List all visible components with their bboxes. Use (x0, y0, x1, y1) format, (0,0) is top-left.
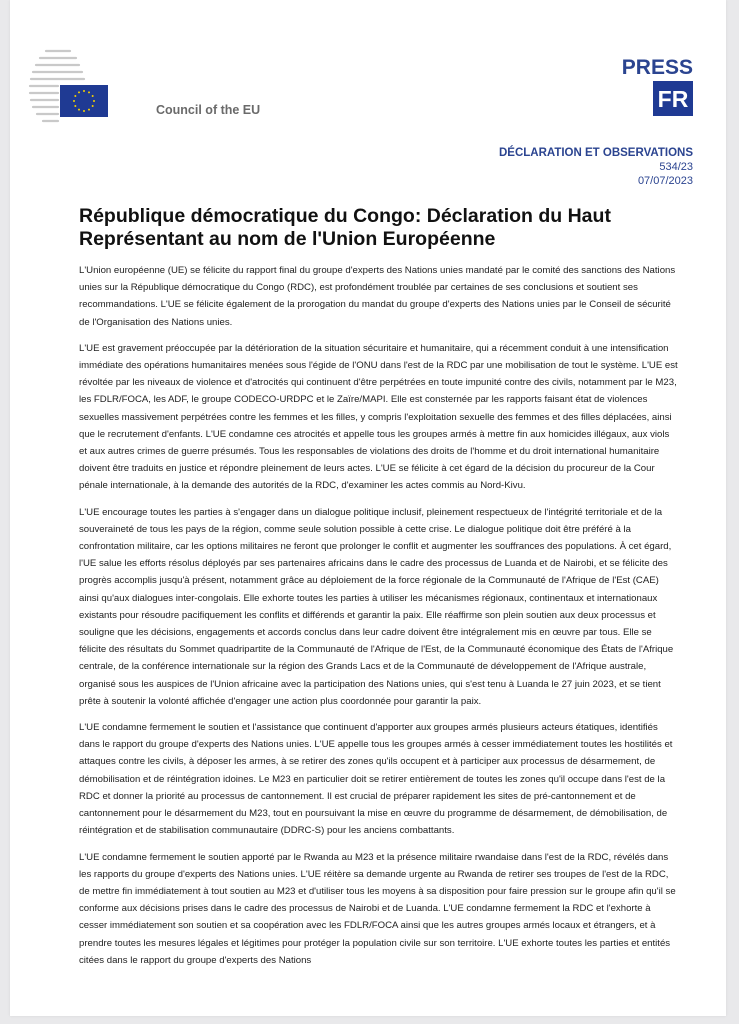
paragraph: L'UE encourage toutes les parties à s'engager dans un dialogue politique inclusif, pleinement respectueux de l'intégrité territoriale et de la souveraineté de tous les pays de la région, comme seule solution possible à cette crise. Le dialogue politique doit être préféré à la confrontation militaire, car les options militaires ne feront que prolonger le conflit et augmenter les souffrances des populations. À cet égard, l'UE salue les efforts résolus déployés par ses partenaires africains dans le cadre des processus de Luanda et de Nairobi, et se félicite des progrès accomplis jusqu'à présent, notamment grâce au déploiement de la force régionale de la Communauté de l'Afrique de l'Est (CAE) ainsi qu'aux dialogues inter-congolais. Elle exhorte toutes les parties à utiliser les mécanismes régionaux, continentaux et internationaux existants pour résoudre pacifiquement les conflits et différends et garantir la paix. Elle réaffirme son plein soutien aux deux processus et souligne que les décisions, engagements et accords conclus dans leur cadre doivent être intégralement mis en œuvre par tous. Elle se félicite des résultats du Sommet quadripartite de la Communauté de l'Afrique de l'Est, de la Communauté économique des États de l'Afrique centrale, de la conférence internationale sur la région des Grands Lacs et de la Communauté de développement de l'Afrique australe, organisé sous les auspices de l'Union africaine avec la participation des Nations unies, qui s'est tenu à Luanda le 27 juin 2023, et se tient prête à soutenir la volonté affichée d'engager une action plus coordonnée pour garantir la paix. (79, 506, 674, 707)
eu-star-icon (74, 105, 76, 107)
reference-number: 534/23 (659, 161, 693, 173)
eu-star-icon (83, 90, 85, 92)
document-meta (499, 146, 693, 188)
press-label: PRESS (621, 56, 693, 79)
council-logo (24, 47, 144, 127)
eu-star-icon (93, 100, 95, 102)
eu-star-icon (92, 105, 94, 107)
eu-star-icon (88, 109, 90, 111)
eu-star-icon (88, 91, 90, 93)
eu-star-icon (78, 109, 80, 111)
org-name: Council of the EU (156, 103, 261, 117)
document-date: 07/07/2023 (637, 175, 693, 187)
eu-star-icon (92, 95, 94, 97)
document-category: DÉCLARATION ET OBSERVATIONS (498, 147, 693, 159)
paragraph: L'UE condamne fermement le soutien et l'assistance que continuent d'apporter aux groupes armés plusieurs acteurs étatiques, identifiés dans le rapport du groupe d'experts des Nations unies. L'UE appelle tous les groupes armés à cesser immédiatement toutes les hostilités et attaques contre les civils, à déposer les armes, à se retirer des zones qu'ils occupent et à participer aux processus de désarmement, de démobilisation et de réintégration idoines. Le M23 en particulier doit se retirer entièrement de toutes les zones qu'il occupe dans l'est de la RDC et donner la priorité au processus de cantonnement. Il est crucial de préparer rapidement les sites de pré-cantonnement et de cantonnement pour le désarmement du M23, tout en poursuivant la mise en œuvre du programme de désarmement, de démobilisation, de réintégration et de stabilisation communautaire (DDRC-S) pour les anciens combattants. (79, 722, 673, 837)
eu-star-icon (74, 95, 76, 97)
document-page (10, 0, 726, 1016)
paragraph: L'UE condamne fermement le soutien apporté par le Rwanda au M23 et la présence militaire rwandaise dans l'est de la RDC, révélés dans les rapports du groupe d'experts des Nations unies. L'UE réitère sa demande urgente au Rwanda de retirer ses troupes de l'est de la RDC, de mettre fin immédiatement à tout soutien au M23 et d'utiliser tous les moyens à sa disposition pour faire pression sur le groupe afin qu'il se conforme aux décisions prises dans le cadre des processus de Nairobi et de Luanda. L'UE condamne fermement la RDC et l'exhorte à cesser immédiatement son soutien et sa coopération avec les FDLR/FOCA ainsi que les autres groupes armés locaux et étrangers, et à prendre toutes les mesures légales et légitimes pour protéger la population civile sur son territoire. L'UE exhorte toutes les parties et entités citées dans le rapport du groupe d'experts des Nations (79, 851, 676, 966)
document-body (79, 262, 679, 978)
eu-star-icon (73, 100, 75, 102)
paragraph: L'Union européenne (UE) se félicite du rapport final du groupe d'experts des Nations unies mandaté par le comité des sanctions des Nations unies sur la République démocratique du Congo (RDC), est profondément troublée par certaines de ses conclusions et soutient ses recommandations. L'UE se félicite également de la prorogation du mandat du groupe d'experts des Nations unies par le Conseil de sécurité de l'Organisation des Nations unies. (79, 265, 676, 328)
paragraph: L'UE est gravement préoccupée par la détérioration de la situation sécuritaire et humanitaire, qui a récemment conduit à une intensification immédiate des opérations humanitaires menées sous l'égide de l'ONU dans l'est de la RDC par une mobilisation de tout le système. L'UE est révoltée par les niveaux de violence et d'atrocités qui continuent d'être perpétrées en toute impunité contre des civils, notamment par le M23, les FDLR/FOCA, les ADF, le groupe CODECO-URDPC et le Zaïre/MAPI. Elle est consternée par les rapports faisant état de violences sexuelles massivement perpétrées contre les femmes et les filles, y compris l'exploitation sexuelle des femmes et des filles déplacées, ainsi que le recrutement d'enfants. L'UE condamne ces atrocités et appelle tous les groupes armés à mettre fin aux homicides illégaux, aux viols et aux autres crimes de guerre présumés. Tous les responsables de violations des droits de l'homme et du droit international humanitaire doivent être traduits en justice et répondre pleinement de leurs actes. L'UE se félicite à cet égard de la décision du procureur de la Cour pénale internationale, à la demande des autorités de la RDC, d'examiner les actes commis au Nord-Kivu. (79, 342, 678, 492)
language-badge: FR (653, 81, 693, 116)
eu-star-icon (78, 91, 80, 93)
eu-star-icon (83, 110, 85, 112)
page-title: République démocratique du Congo: Déclaration du Haut Représentant au nom de l'Union Européenne (79, 205, 611, 250)
council-logo-icon (24, 47, 144, 127)
